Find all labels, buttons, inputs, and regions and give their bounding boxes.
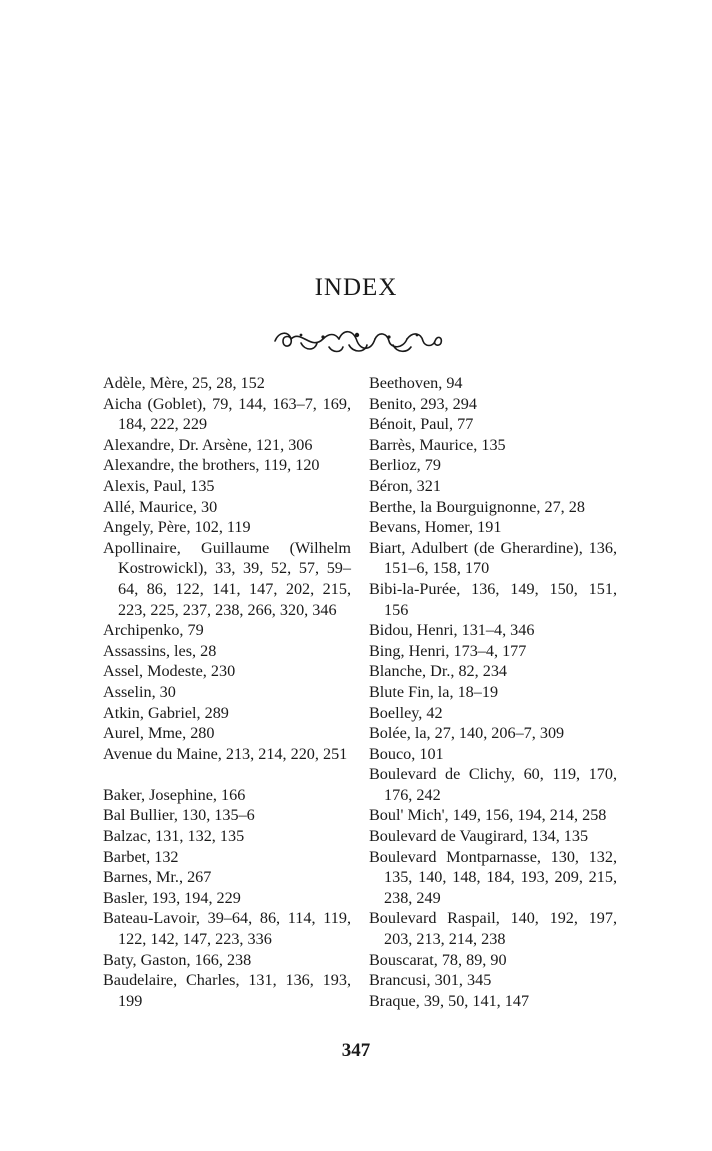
index-entry: Bénoit, Paul, 77 [369, 415, 474, 434]
index-entry: Allé, Maurice, 30 [103, 497, 218, 516]
index-entry: Boulevard de Vaugirard, 134, 135 [369, 827, 589, 846]
index-entry: Avenue du Maine, 213, 214, 220, 251 [103, 744, 348, 763]
index-entry: Baty, Gaston, 166, 238 [103, 950, 252, 969]
index-entry: Barnes, Mr., 267 [103, 868, 212, 887]
index-entry: Adèle, Mère, 25, 28, 152 [103, 374, 265, 392]
index-entry: Aicha (Goblet), 79, 144, 163–7, 169, 184, 222, 229 [103, 394, 351, 434]
index-entry: Barrès, Maurice, 135 [369, 435, 506, 454]
index-entry: Angely, Père, 102, 119 [103, 518, 251, 537]
index-entry: Bateau-Lavoir, 39–64, 86, 114, 119, 122, 142, 147, 223, 336 [103, 909, 351, 949]
index-entry: Bevans, Homer, 191 [369, 518, 502, 537]
index-entry: Aurel, Mme, 280 [103, 724, 215, 743]
index-entry: Blanche, Dr., 82, 234 [369, 662, 508, 681]
index-entry: Barbet, 132 [103, 847, 179, 866]
index-entry: Boul' Mich', 149, 156, 194, 214, 258 [369, 806, 607, 825]
index-entry: Berlioz, 79 [369, 456, 441, 475]
index-entry: Bibi-la-Purée, 136, 149, 150, 151, 156 [369, 579, 617, 619]
index-entry: Bolée, la, 27, 140, 206–7, 309 [369, 724, 565, 743]
index-entry: Balzac, 131, 132, 135 [103, 827, 245, 846]
index-entry: Alexis, Paul, 135 [103, 476, 215, 495]
index-entry: Berthe, la Bourguignonne, 27, 28 [369, 497, 585, 516]
index-entry: Basler, 193, 194, 229 [103, 888, 241, 907]
floral-scroll-ornament-icon [271, 325, 446, 357]
index-entry: Alexandre, Dr. Arsène, 121, 306 [103, 435, 313, 454]
page-number: 347 [341, 1040, 371, 1061]
index-entry: Braque, 39, 50, 141, 147 [369, 991, 530, 1010]
index-entry: Assel, Modeste, 230 [103, 662, 236, 681]
index-entry: Boulevard Raspail, 140, 192, 197, 203, 213, 214, 238 [369, 909, 617, 949]
index-entry: Bidou, Henri, 131–4, 346 [369, 621, 535, 640]
index-column-right [369, 373, 617, 1011]
index-entry: Biart, Adulbert (de Gherardine), 136, 151–6, 158, 170 [369, 538, 617, 578]
index-entry: Bouco, 101 [369, 744, 444, 763]
index-entry: Baker, Josephine, 166 [103, 785, 246, 804]
index-entry: Asselin, 30 [103, 682, 176, 701]
page-title: INDEX [314, 274, 398, 301]
index-entry: Archipenko, 79 [103, 621, 204, 640]
index-entry: Baudelaire, Charles, 131, 136, 193, 199 [103, 971, 351, 1010]
index-entry: Boulevard Montparnasse, 130, 132, 135, 140, 148, 184, 193, 209, 215, 238, 249 [369, 847, 617, 907]
index-entry: Assassins, les, 28 [103, 641, 217, 660]
index-entry: Alexandre, the brothers, 119, 120 [103, 456, 320, 475]
index-entry: Brancusi, 301, 345 [369, 971, 492, 990]
index-entry: Bouscarat, 78, 89, 90 [369, 950, 507, 969]
index-entry: Apollinaire, Guillaume (Wilhelm Kostrowickl), 33, 39, 52, 57, 59–64, 86, 122, 141, 147, 202, 215, 223, 225, 237, 238, 266, 320, 346 [103, 538, 351, 619]
index-entry: Boulevard de Clichy, 60, 119, 170, 176, 242 [369, 765, 617, 804]
index-column-left [103, 373, 351, 1011]
index-entry: Bing, Henri, 173–4, 177 [369, 641, 527, 660]
index-entry: Béron, 321 [369, 476, 441, 495]
index-entry: Blute Fin, la, 18–19 [369, 682, 499, 701]
index-entry: Atkin, Gabriel, 289 [103, 703, 229, 722]
index-entry: Bal Bullier, 130, 135–6 [103, 806, 255, 825]
index-entry: Boelley, 42 [369, 703, 443, 722]
index-entry: Beethoven, 94 [369, 374, 463, 392]
index-entry: Benito, 293, 294 [369, 394, 477, 413]
